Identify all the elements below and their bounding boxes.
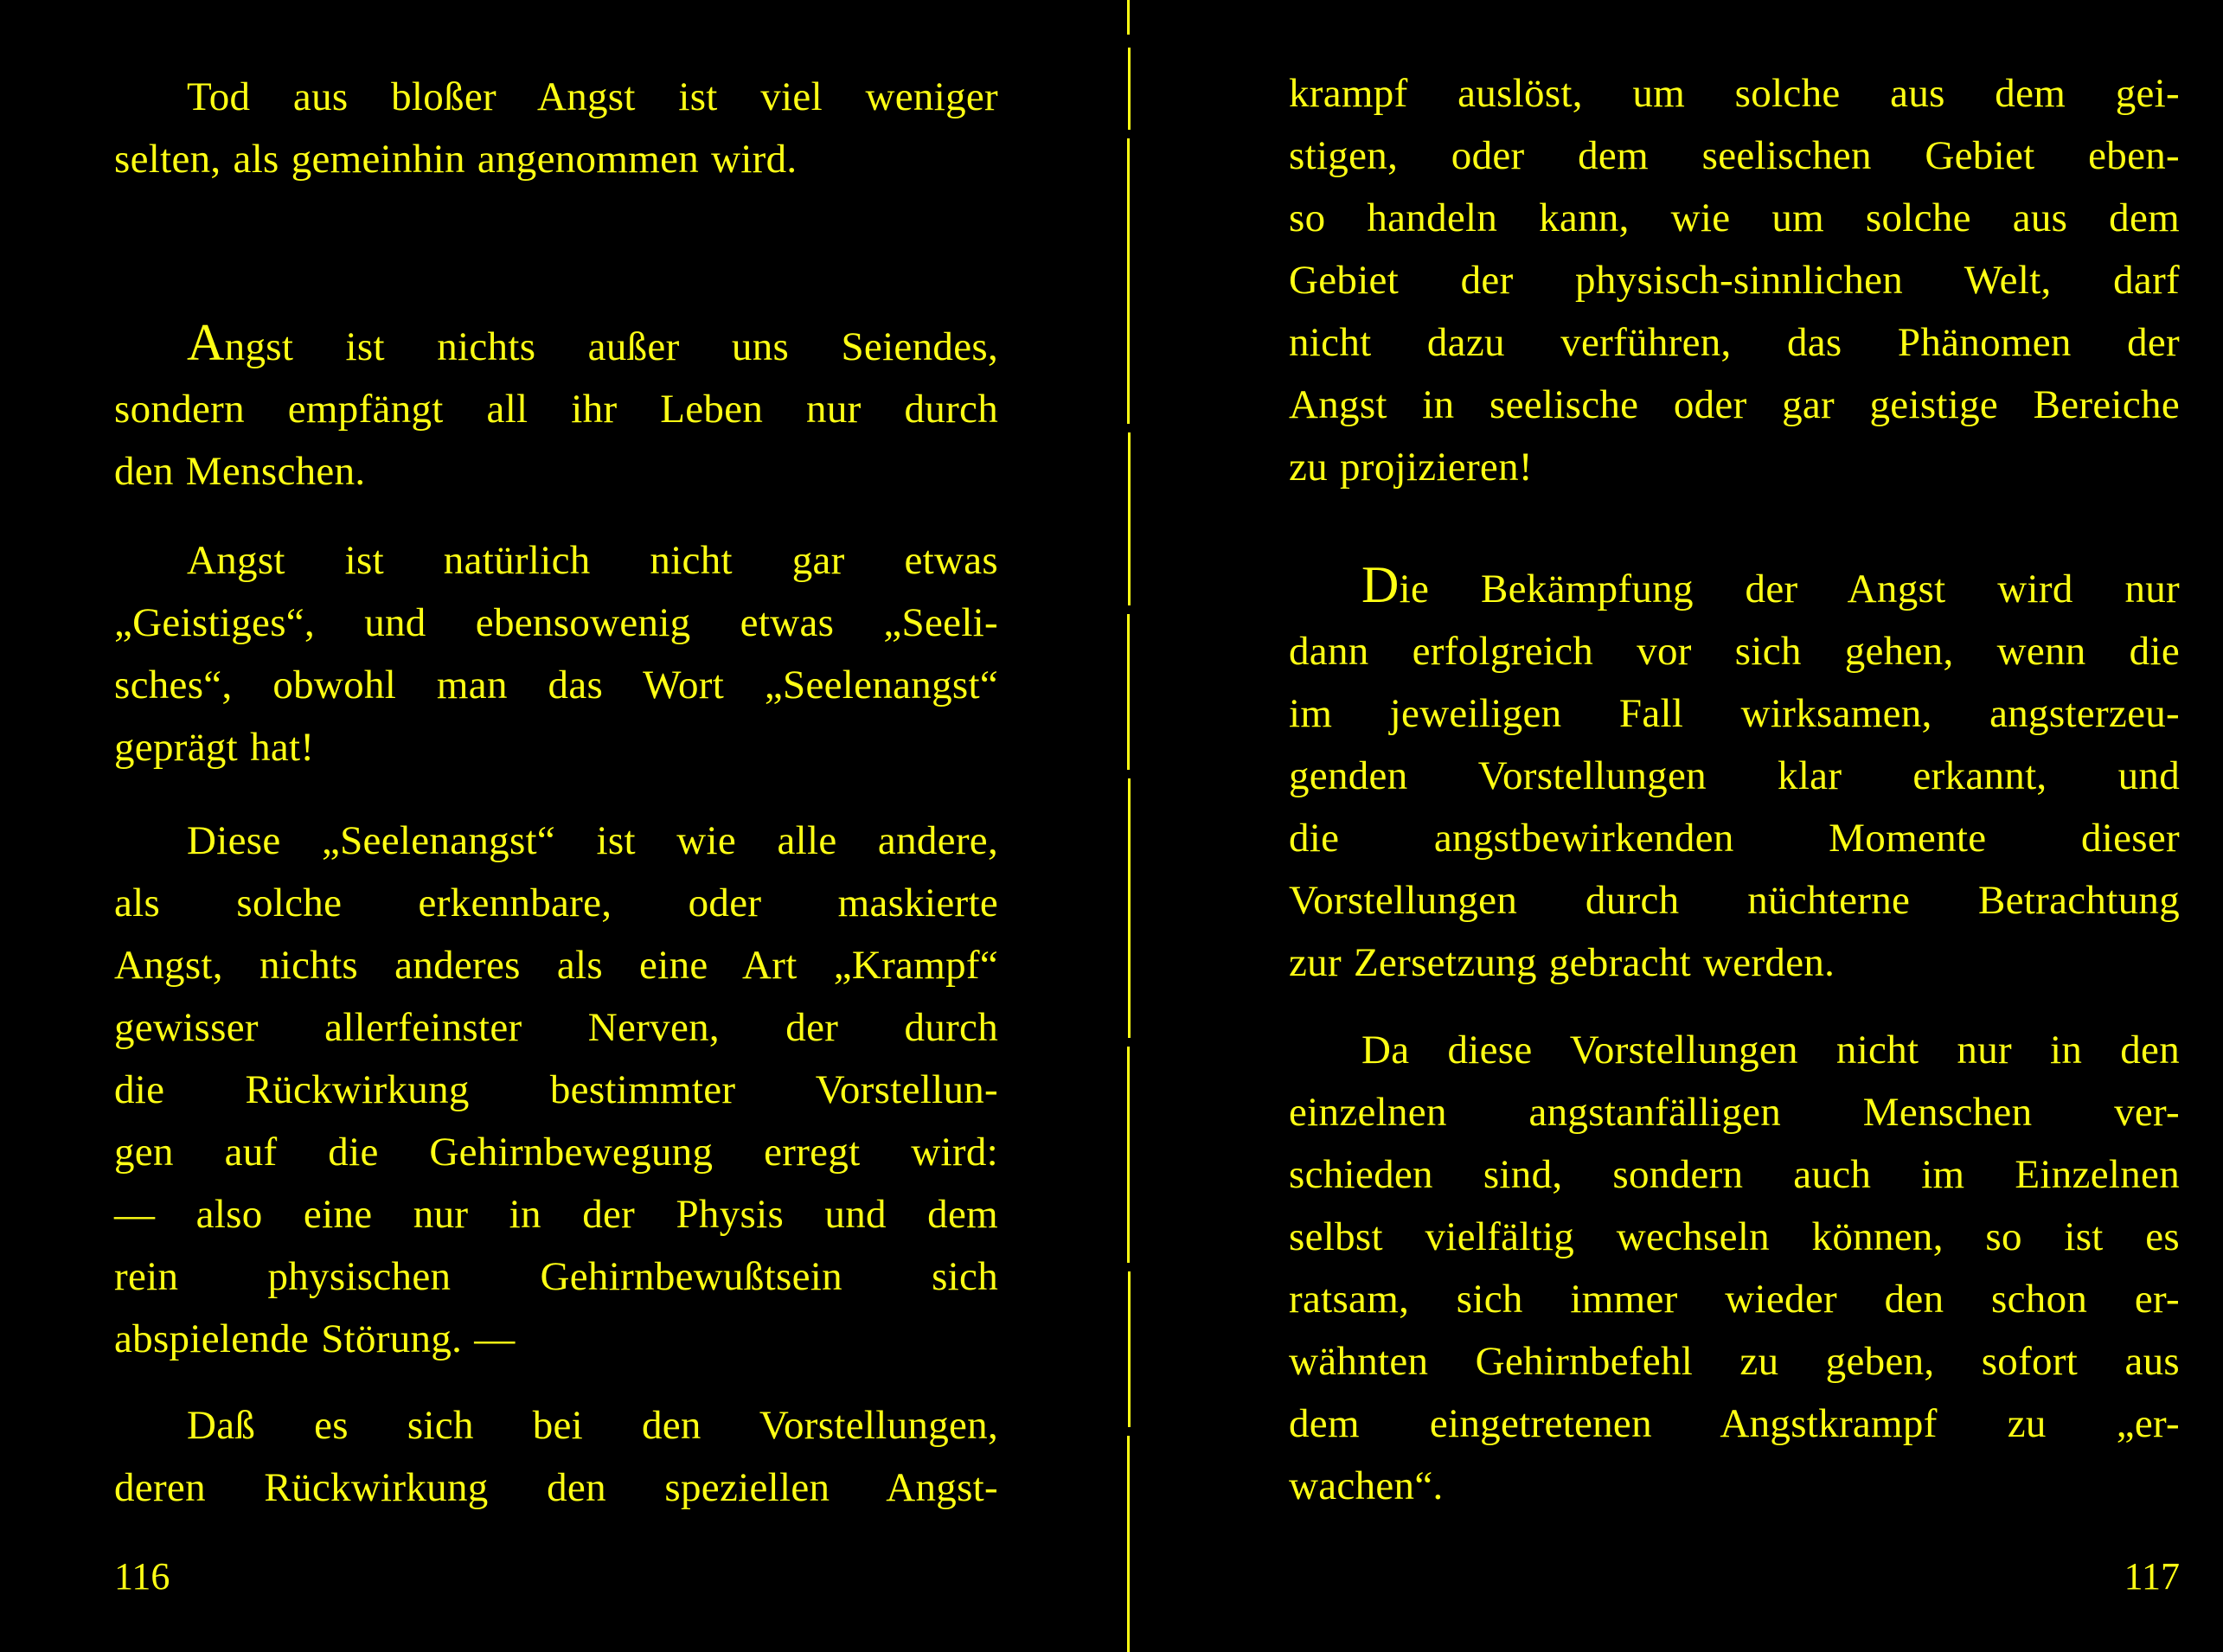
- text-line: gewisser allerfeinster Nerven, der durch: [114, 1005, 998, 1050]
- text-line: deren Rückwirkung den speziellen Angst-: [114, 1465, 998, 1510]
- right-page: [1289, 0, 2180, 1652]
- page-number: 117: [2124, 1555, 2180, 1598]
- text-line: selten, als gemeinhin angenommen wird.: [114, 137, 798, 182]
- text-line: selbst vielfältig wechseln können, so ist es: [1289, 1214, 2180, 1259]
- text-line: den Menschen.: [114, 449, 366, 494]
- paragraph: [114, 66, 998, 190]
- text-line: rein physischen Gehirnbewußtsein sich: [114, 1254, 998, 1299]
- binding-edge-line: [1124, 0, 1133, 1652]
- text-line: schieden sind, sondern auch im Einzelnen: [1289, 1152, 2180, 1197]
- text-line: Diese „Seelenangst“ ist wie alle andere,: [187, 818, 998, 863]
- paragraph: [1289, 554, 2180, 994]
- paragraph: [1289, 1019, 2180, 1517]
- text-line: sondern empfängt all ihr Leben nur durch: [114, 387, 998, 432]
- text-line: Gebiet der physisch-sinnlichen Welt, darf: [1289, 258, 2180, 303]
- text-line: Tod aus bloßer Angst ist viel weniger: [187, 74, 998, 119]
- text-line: zur Zersetzung gebracht werden.: [1289, 940, 1835, 985]
- paragraph: [114, 529, 998, 778]
- text-line: — also eine nur in der Physis und dem: [114, 1192, 998, 1237]
- paragraph: [1289, 62, 2180, 498]
- text-line: zu projizieren!: [1289, 445, 1533, 490]
- text-line: Angst ist natürlich nicht gar etwas: [187, 538, 998, 583]
- text-line: Daß es sich bei den Vorstellungen,: [187, 1403, 998, 1448]
- page-gutter: [1124, 0, 1133, 1652]
- page-number: 116: [114, 1555, 170, 1598]
- drop-cap: A: [187, 314, 225, 371]
- text-line-rest: ie Bekämpfung der Angst wird nur: [1399, 567, 2180, 611]
- text-line: einzelnen angstanfälligen Menschen ver-: [1289, 1090, 2180, 1135]
- left-page: [114, 0, 998, 1652]
- text-line: genden Vorstellungen klar erkannt, und: [1289, 753, 2180, 798]
- text-line: wähnten Gehirnbefehl zu geben, sofort aus: [1289, 1339, 2180, 1384]
- paragraph: [114, 810, 998, 1370]
- text-line: im jeweiligen Fall wirksamen, angsterzeu-: [1289, 691, 2180, 736]
- text-line-rest: ngst ist nichts außer uns Seiendes,: [224, 324, 998, 369]
- text-line: [114, 311, 998, 378]
- text-line: als solche erkennbare, oder maskierte: [114, 880, 998, 925]
- text-line: wachen“.: [1289, 1463, 1444, 1508]
- text-line: nicht dazu verführen, das Phänomen der: [1289, 320, 2180, 365]
- text-line: die Rückwirkung bestimmter Vorstellun-: [114, 1067, 998, 1112]
- text-line: dann erfolgreich vor sich gehen, wenn die: [1289, 629, 2180, 674]
- text-line: stigen, oder dem seelischen Gebiet eben-: [1289, 133, 2180, 178]
- text-line: Angst, nichts anderes als eine Art „Krampf“: [114, 943, 998, 988]
- text-line: „Geistiges“, und ebensowenig etwas „Seeli-: [114, 600, 998, 645]
- text-line: Angst in seelische oder gar geistige Bereiche: [1289, 382, 2180, 427]
- text-line: krampf auslöst, um solche aus dem gei-: [1289, 71, 2180, 116]
- drop-cap: D: [1361, 556, 1400, 613]
- text-line: ratsam, sich immer wieder den schon er-: [1289, 1277, 2180, 1322]
- text-line: Da diese Vorstellungen nicht nur in den: [1361, 1028, 2180, 1073]
- text-line: gen auf die Gehirnbewegung erregt wird:: [114, 1130, 998, 1175]
- text-line: sches“, obwohl man das Wort „Seelenangst“: [114, 663, 998, 708]
- paragraph: [114, 311, 998, 503]
- text-line: dem eingetretenen Angstkrampf zu „er-: [1289, 1401, 2180, 1446]
- text-line: so handeln kann, wie um solche aus dem: [1289, 195, 2180, 240]
- text-line: [1289, 554, 2180, 620]
- text-line: Vorstellungen durch nüchterne Betrachtung: [1289, 878, 2180, 923]
- text-line: die angstbewirkenden Momente dieser: [1289, 816, 2180, 861]
- paragraph: [114, 1394, 998, 1519]
- text-line: abspielende Störung. —: [114, 1316, 516, 1361]
- text-line: geprägt hat!: [114, 725, 315, 770]
